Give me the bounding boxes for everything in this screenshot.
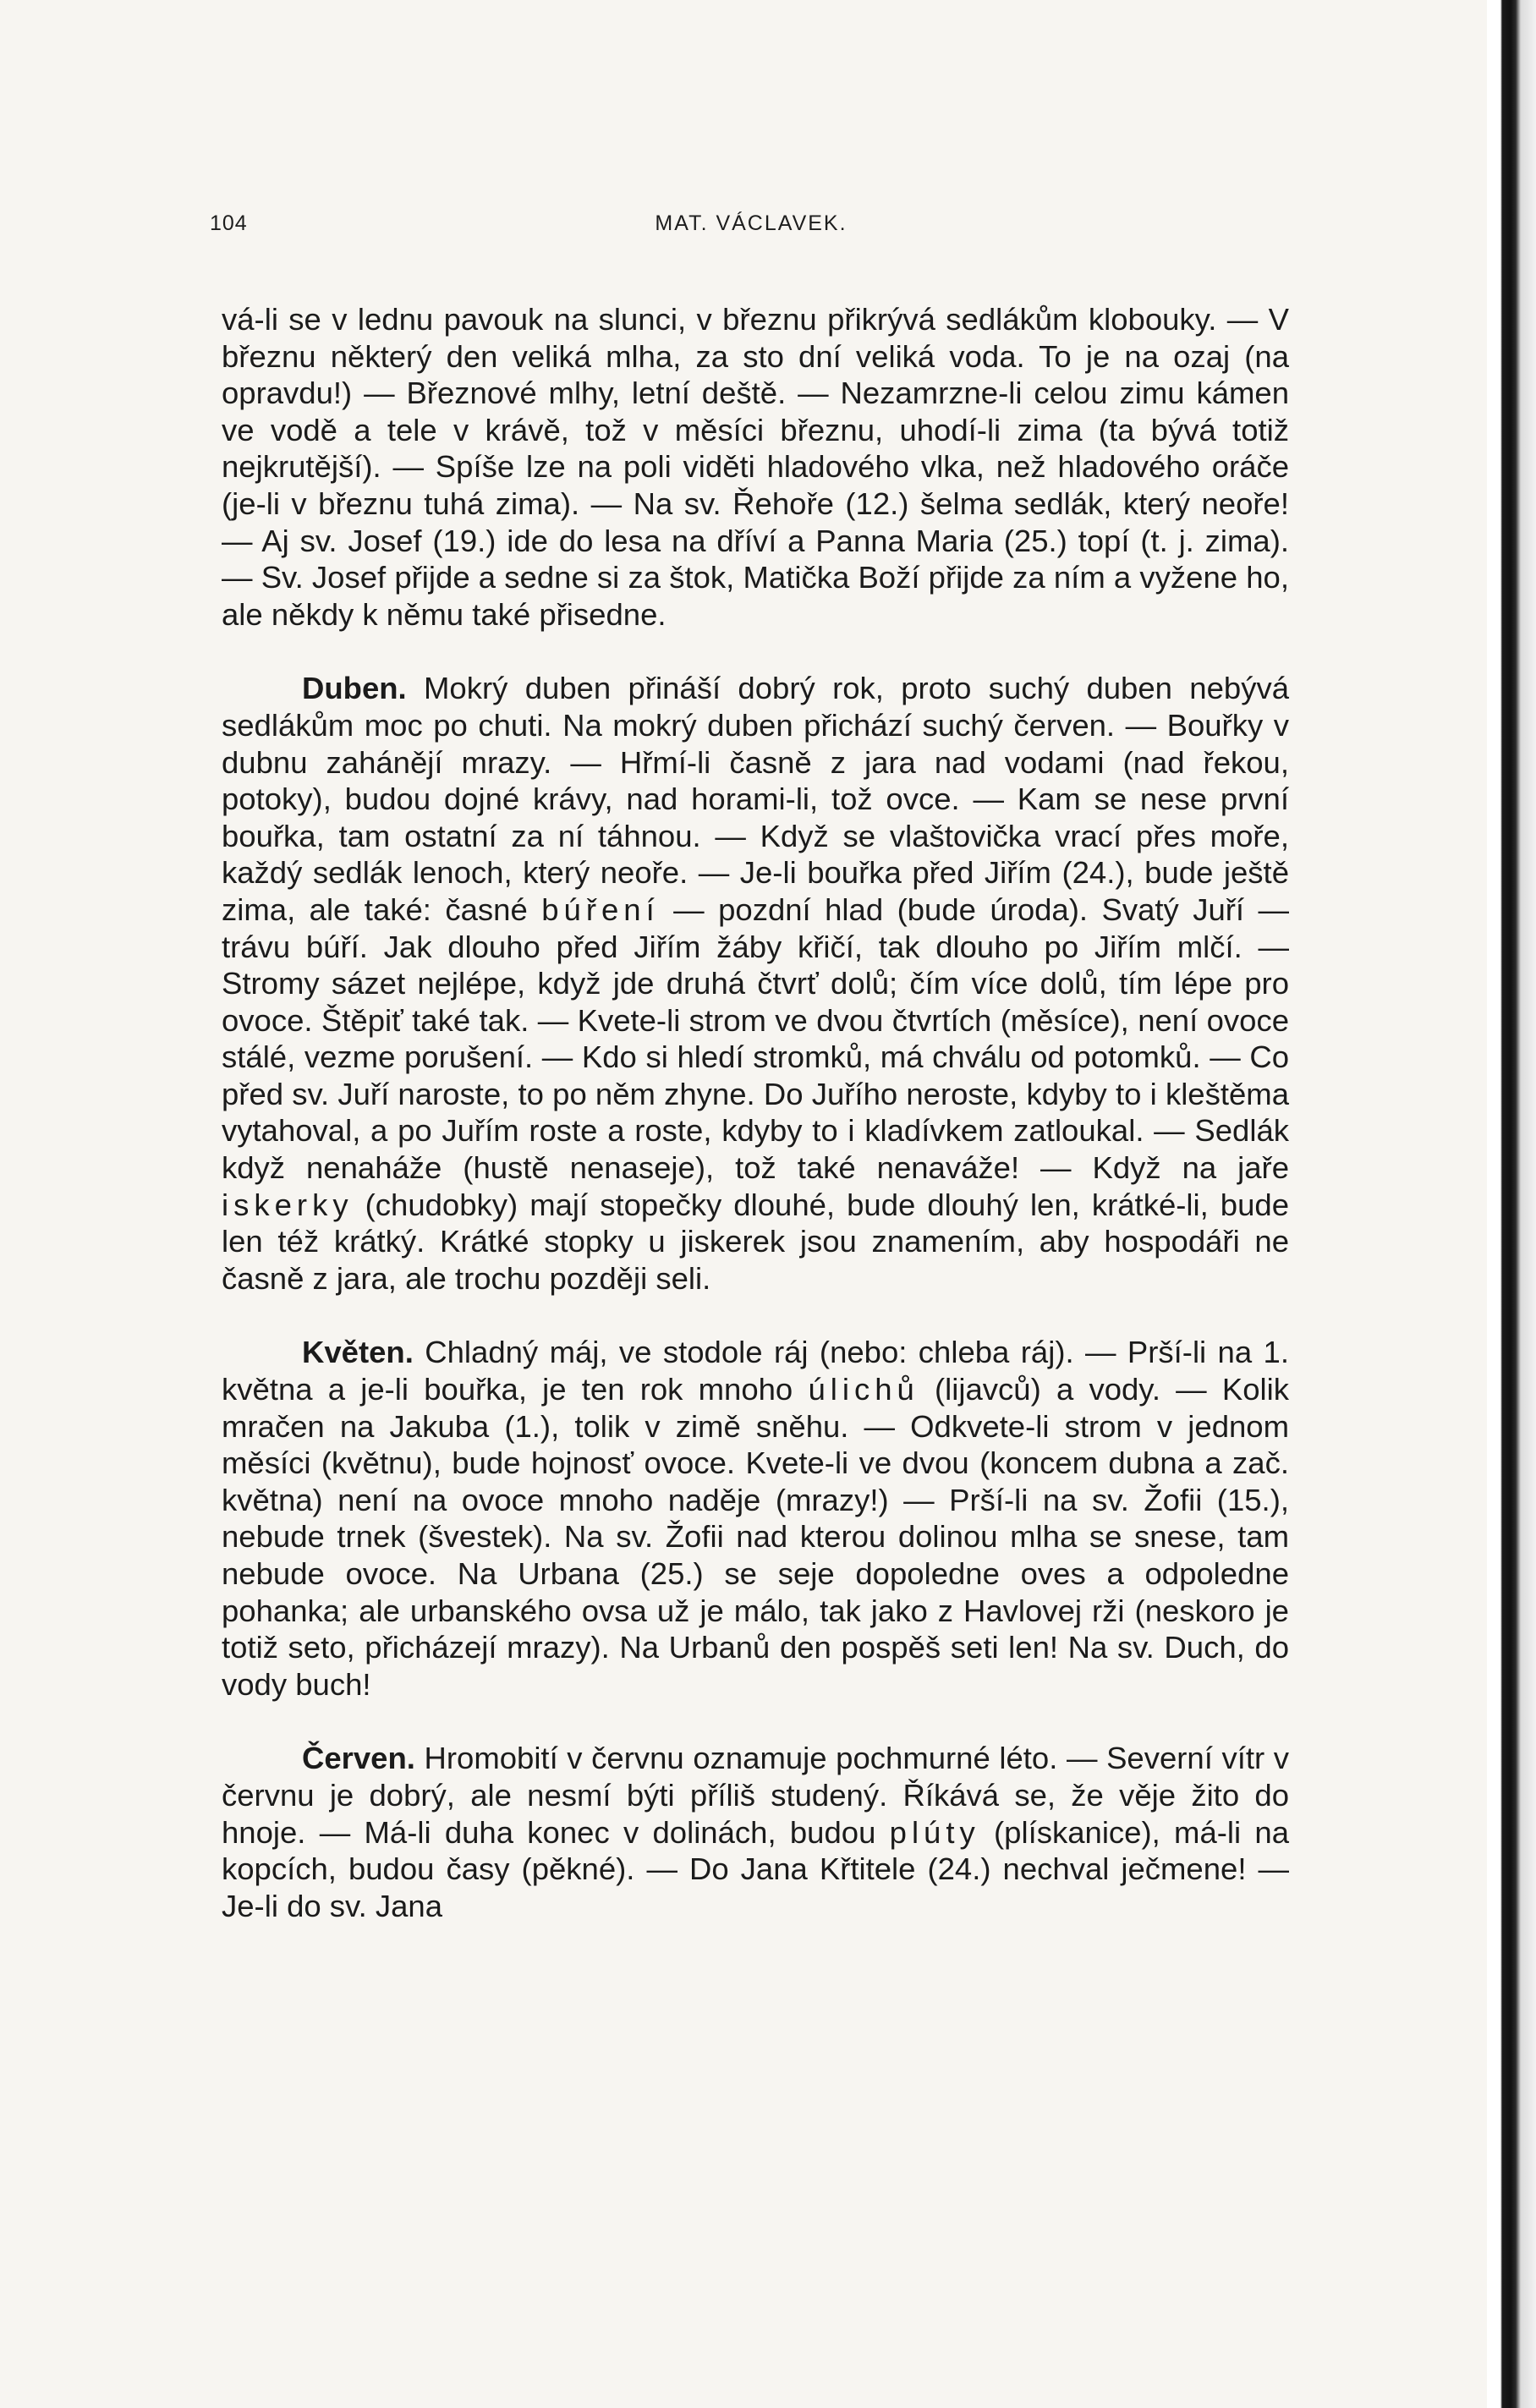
paragraph-duben [222, 670, 1289, 1297]
text-segment: Hromobití v červnu oznamuje pochmurné léto. — Severní vítr v červnu je dobrý, ale nesmí býti příliš studený. Říkává se, že věje žito do hnoje. — Má-li duha konec v dolinách, budou [222, 1741, 1289, 1850]
text-segment: vá-li se v lednu pavouk na slunci, v březnu přikrývá sedlákům klobouky. — V březnu některý den veliká mlha, za sto dní veliká voda. To je na ozaj (na opravdu!) — Březnové mlhy, letní deště. — Nezamrzne-li celou zimu kámen ve vodě a tele v krávě, tož v měsíci březnu, uhodí-li zima (ta bývá totiž nejkrutější). — Spíše lze na poli viděti hladového vlka, než hladového oráče (je-li v březnu tuhá zima). — Na sv. Řehoře (12.) šelma sedlák, který neoře! — Aj sv. Josef (19.) ide do lesa na dříví a Panna Maria (25.) topí (t. j. zima). — Sv. Josef přijde a sedne si za štok, Matička Boží přijde za ním a vyžene ho, ale někdy k němu také přisedne. [222, 302, 1289, 632]
page-header [210, 211, 1292, 245]
emphasized-term: úlichů [808, 1372, 919, 1407]
emphasized-term: búření [541, 891, 660, 927]
paragraph-march-continued [222, 301, 1289, 633]
text-segment: (plískanice), má-li na kopcích, budou časy (pěkné). — Do Jana Křtitele (24.) nechval ječmene! — Je-li do sv. Jana [222, 1814, 1289, 1923]
scan-binding-edge [1487, 0, 1536, 2408]
emphasized-term: plúty [889, 1814, 980, 1850]
running-head: MAT. VÁCLAVEK. [655, 211, 848, 235]
text-segment: Mokrý duben přináší dobrý rok, proto suchý duben nebývá sedlákům moc po chuti. Na mokrý duben přichází suchý červen. — Bouřky v dubnu zahánějí mrazy. — Hřmí-li časně z jara nad vodami (nad řekou, potoky), budou dojné krávy, nad horami-li, tož ovce. — Kam se nese první bouřka, tam ostatní za ní táhnou. — Když se vlaštovička vrací přes moře, každý sedlák lenoch, který neoře. — Je-li bouřka před Jiřím (24.), bude ještě zima, ale také: časné [222, 671, 1289, 927]
month-heading-cerven: Červen. [302, 1741, 415, 1776]
body-text [222, 301, 1289, 1924]
page-number: 104 [210, 211, 248, 235]
month-heading-duben: Duben. [302, 671, 407, 706]
month-heading-kveten: Květen. [302, 1335, 414, 1370]
text-segment: — pozdní hlad (bude úroda). Svatý Juří — trávu búří. Jak dlouho před Jiřím žáby křičí, tak dlouho po Jiřím mlčí. — Stromy sázet nejlépe, když jde druhá čtvrť dolů; čím více dolů, tím lépe pro ovoce. Štěpiť také tak. — Kvete-li strom ve dvou čtvrtích (měsíce), není ovoce stálé, vezme porušení. — Kdo si hledí stromků, má chválu od potomků. — Co před sv. Juří naroste, to po něm zhyne. Do Juřího neroste, kdyby to i kleštěma vytahoval, a po Juřím roste a roste, kdyby to i kladívkem zatloukal. — Sedlák když nenaháže (hustě nenaseje), tož také nenaváže! — Když na jaře [222, 891, 1289, 1186]
paragraph-kveten [222, 1334, 1289, 1703]
text-segment: (chudobky) mají stopečky dlouhé, bude dlouhý len, krátké-li, bude len též krátký. Krátké stopky u jiskerek jsou znamením, aby hospodáři ne časně z jara, ale trochu později seli. [222, 1187, 1289, 1296]
paragraph-cerven [222, 1740, 1289, 1924]
text-segment: Chladný máj, ve stodole ráj (nebo: chleba ráj). — Prší-li na 1. května a je-li bouřka, je ten rok mnoho [222, 1335, 1289, 1407]
text-segment: (lijavců) a vody. — Kolik mračen na Jakuba (1.), tolik v zimě sněhu. — Odkvete-li strom v jednom měsíci (květnu), bude hojnosť ovoce. Kvete-li ve dvou (koncem dubna a zač. května) není na ovoce mnoho naděje (mrazy!) — Prší-li na sv. Žofii (15.), nebude trnek (švestek). Na sv. Žofii nad kterou dolinou mlha se snese, tam nebude ovoce. Na Urbana (25.) se seje dopoledne oves a odpoledne pohanka; ale urbanského ovsa už je málo, tak jako z Havlovej rži (neskoro je totiž seto, přicházejí mrazy). Na Urbanů den pospěš seti len! Na sv. Duch, do vody buch! [222, 1372, 1289, 1702]
emphasized-term: iskerky [222, 1187, 354, 1222]
